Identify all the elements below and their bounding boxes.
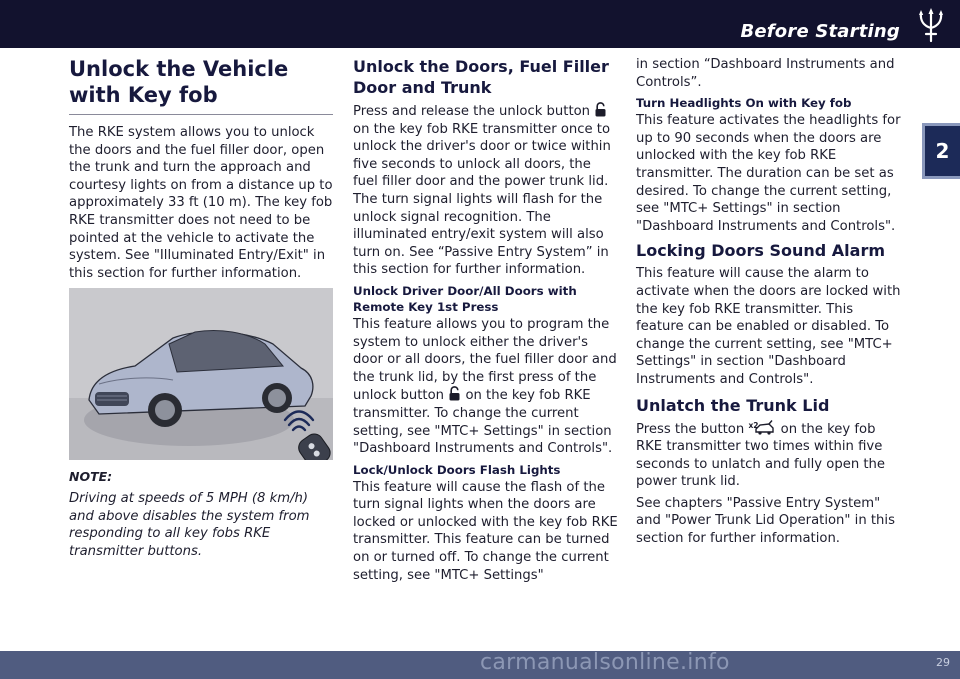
headlights-paragraph: This feature activates the headlights for up to 90 seconds when the doors are unlocked with the key fob RKE transmitter. The duration can be set as desired. To change the current setting, see "MTC+ Settings" in section "Dashboard Instruments and Controls".	[636, 113, 901, 234]
section-title: Before Starting	[740, 21, 900, 42]
heading-unlock-vehicle: Unlock the Vehicle with Key fob	[69, 57, 289, 107]
unlatch-trunk-text-b: on the key fob RKE transmitter two times within five seconds to unlatch and fully open the power trunk lid.	[636, 421, 886, 490]
trunk-open-icon	[748, 420, 776, 435]
subheading-headlights: Turn Headlights On with Key fob	[636, 96, 852, 111]
unlatch-trunk-paragraph	[636, 420, 902, 491]
intro-paragraph: The RKE system allows you to unlock the doors and the fuel filler door, open the trunk and turn the approach and courtesy lights on from a distance up to approximately 33 ft (10 m). The key fob RKE transmitter does not need to be pointed at the vehicle to activate the system. See "Illuminated Entry/Exit" in this section for further information.	[69, 125, 333, 281]
unlock-driver-door-text-b: on the key fob RKE transmitter. To change the current setting, see "MTC+ Settings" in section "Dashboard Instruments and Controls".	[353, 388, 613, 457]
trunk-see-paragraph: See chapters "Passive Entry System" and "Power Trunk Lid Operation" in this section for further information.	[636, 495, 895, 547]
column-middle	[353, 56, 618, 588]
unlock-padlock-icon	[448, 386, 461, 401]
continued-paragraph: in section “Dashboard Instruments and Controls”.	[636, 57, 895, 90]
column-left	[69, 56, 333, 564]
trunk-icon-label: x2	[748, 420, 759, 430]
unlock-doors-paragraph	[353, 102, 618, 279]
unlock-doors-text-a: Press and release the unlock button	[353, 104, 591, 119]
unlock-driver-door-text-a: This feature allows you to program the system to unlock either the driver's door or all doors, the fuel filler door and the trunk lid, by the first press of the unlock button	[353, 316, 617, 404]
unlock-doors-text-b: on the key fob RKE transmitter once to unlock the driver's door or twice within five seconds to unlock all doors, the fuel filler door and the power trunk lid. The turn signal lights will flash for the unlock signal recognition. The illuminated entry/exit system will also turn on. See “Passive Entry System” in this section for further information.	[353, 121, 611, 278]
unlock-driver-door-paragraph	[353, 316, 618, 458]
column-right	[636, 56, 902, 552]
note-label: NOTE:	[69, 469, 113, 485]
vehicle-keyfob-illustration	[69, 288, 333, 460]
unlock-padlock-icon	[594, 102, 607, 117]
unlatch-trunk-text-a: Press the button	[636, 421, 745, 437]
watermark-text: carmanualsonline.info	[480, 650, 730, 675]
subheading-flash-lights: Lock/Unlock Doors Flash Lights	[353, 462, 561, 477]
heading-unlatch-trunk: Unlatch the Trunk Lid	[636, 395, 830, 415]
heading-unlock-doors: Unlock the Doors, Fuel Filler Door and Trunk	[353, 57, 609, 97]
heading-sound-alarm: Locking Doors Sound Alarm	[636, 241, 886, 261]
subheading-unlock-driver-door: Unlock Driver Door/All Doors with Remote Key 1st Press	[353, 283, 577, 314]
trident-icon	[916, 7, 946, 45]
flash-lights-paragraph: This feature will cause the flash of the turn signal lights when the doors are locked or unlocked with the key fob RKE transmitter. This feature can be turned on or turned off. To change the current setting, see "MTC+ Settings"	[353, 479, 618, 583]
chapter-tab[interactable]: 2	[922, 123, 960, 179]
sound-alarm-paragraph: This feature will cause the alarm to activate when the doors are locked with the key fob RKE transmitter. This feature can be enabled or disabled. To change the current setting, see "MTC+ Settings" in section "Dashboard Instruments and Controls".	[636, 266, 901, 387]
page-number: 29	[936, 656, 950, 669]
note-text: Driving at speeds of 5 MPH (8 km/h) and above disables the system from responding to all key fobs RKE transmitter buttons.	[69, 490, 310, 559]
heading-rule	[69, 114, 333, 115]
